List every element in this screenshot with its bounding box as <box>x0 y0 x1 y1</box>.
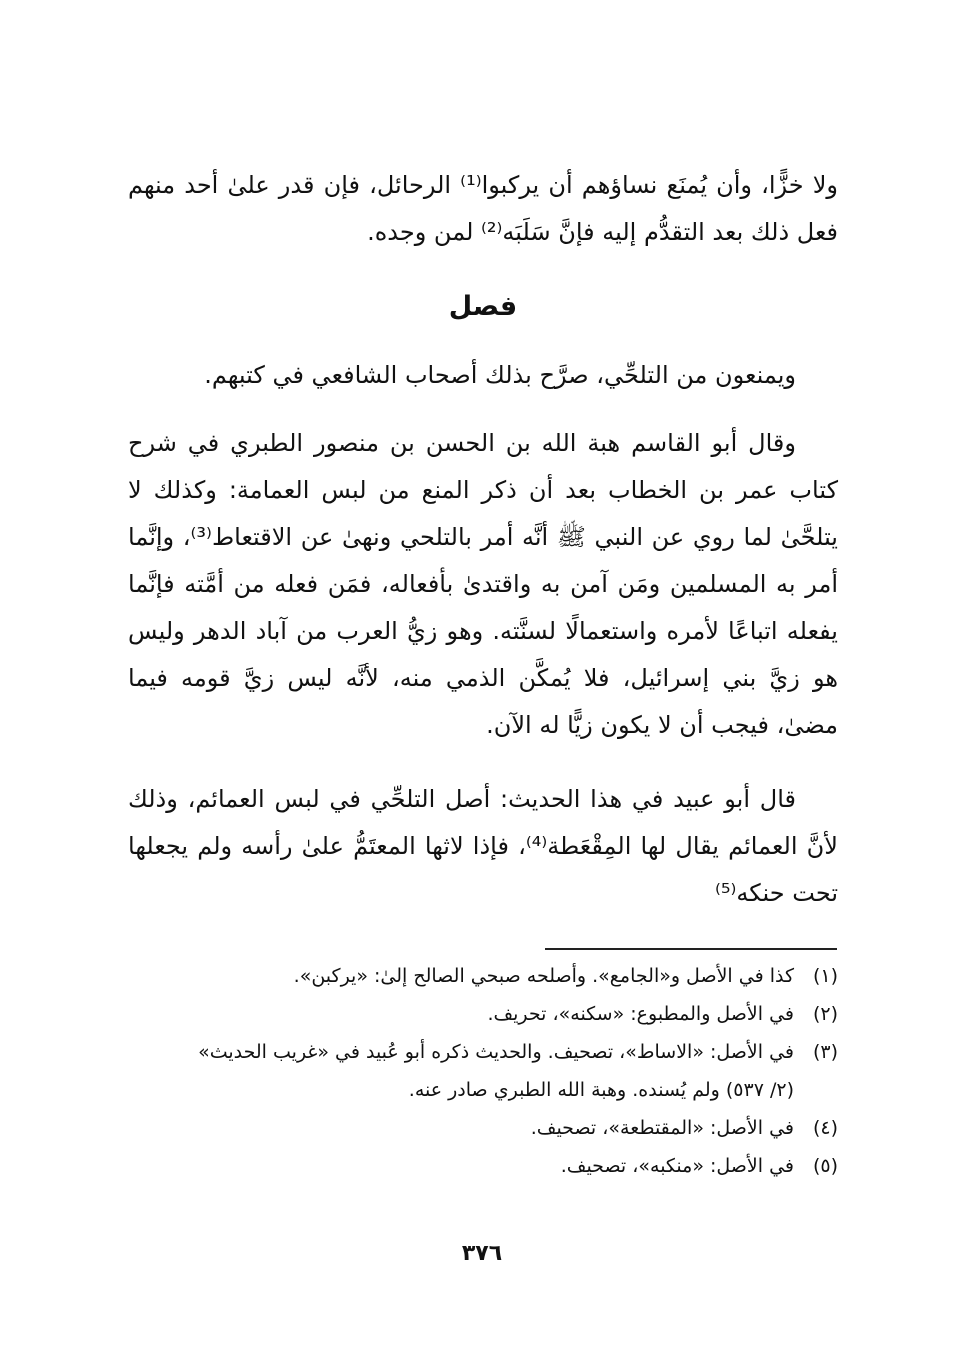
paragraph-3: وقال أبو القاسم هبة الله بن الحسن بن منصور الطبري في شرح كتاب عمر بن الخطاب بعد أن ذكر المنع من لبس العمامة: وكذلك لا يتلحَّىٰ لما روي عن النبي ﷺ أنَّه أمر بالتلحي ونهىٰ عن الاقتعاط⁽³⁾، وإنَّما أمر به المسلمين ومَن آمن به واقتدىٰ بأفعاله، فمَن فعله من أمَّته فإنَّما يفعله اتباعًا لأمره واستعمالًا لسنَّته. وهو زيُّ العرب من آباد الدهر وليس هو زيَّ بني إسرائيل، فلا يُمكَّن الذمي منه، لأنَّه ليس زيَّ قومه فيما مضىٰ، فيجب أن لا يكون زيًّا له الآن. <box>128 429 838 739</box>
footnote-number: (٣) <box>812 1041 838 1063</box>
footnote-4 <box>128 1109 838 1147</box>
footnote-text: في الأصل: «الاساط»، تصحيف. والحديث ذكره أبو عُبيد في «غريب الحديث» <box>198 1041 794 1063</box>
paragraph-1: ولا خزًّا، وأن يُمنَع نساؤهم أن يركبوا⁽¹⁾ الرحائل، فإن قدر علىٰ أحد منهم فعل ذلك بعد التقدُّم إليه فإنَّ سَلَبَه⁽²⁾ لمن وجده. <box>128 171 838 246</box>
footnote-text: في الأصل: «منكبه»، تصحيف. <box>560 1155 794 1177</box>
footnote-continuation: (٢/ ٥٣٧) ولم يُسنده. وهبة الله الطبري صادر عنه. <box>408 1079 794 1101</box>
footnote-2 <box>128 995 838 1033</box>
paragraph-4: قال أبو عبيد في هذا الحديث: أصل التلحِّي في لبس العمائم، وذلك لأنَّ العمائم يقال لها المِقْعَطة⁽⁴⁾، فإذا لاثها المعتَمُّ علىٰ رأسه ولم يجعلها تحت حنكه⁽⁵⁾ <box>128 785 838 907</box>
footnote-3 <box>128 1033 838 1109</box>
footnotes <box>128 957 838 1185</box>
footnote-number: (٤) <box>812 1117 838 1139</box>
footnote-divider <box>545 948 837 950</box>
footnote-5 <box>128 1147 838 1185</box>
section-heading: فصل <box>448 291 518 322</box>
footnote-number: (٥) <box>812 1155 838 1177</box>
footnote-number: (١) <box>812 965 838 987</box>
footnote-text: في الأصل والمطبوع: «سكنه»، تحريف. <box>487 1003 794 1025</box>
paragraph-2: ويمنعون من التلحِّي، صرَّح بذلك أصحاب الشافعي في كتبهم. <box>204 361 796 389</box>
footnote-1 <box>128 957 838 995</box>
footnote-number: (٢) <box>812 1003 838 1025</box>
footnote-text: كذا في الأصل و«الجامع». وأصلحه صبحي الصالح إلىٰ: «يركبن». <box>293 965 794 987</box>
page-number: ٣٧٦ <box>461 1241 503 1266</box>
footnote-text: في الأصل: «المقتطعة»، تصحيف. <box>530 1117 794 1139</box>
